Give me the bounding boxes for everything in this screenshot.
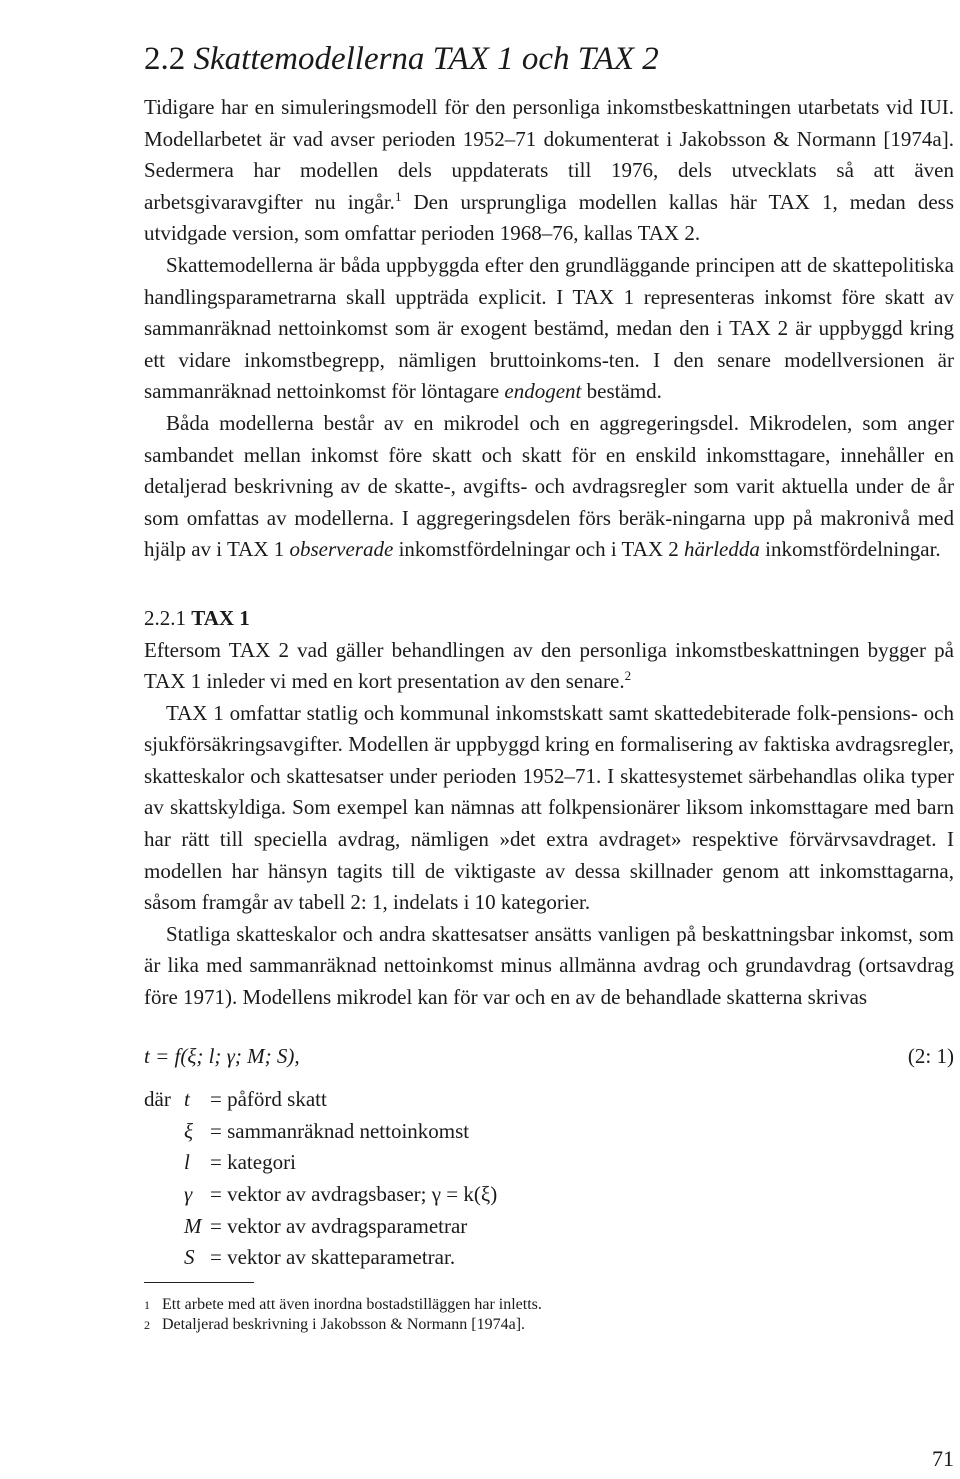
footnote-1 [144,1295,954,1315]
subsection-number: 2.2.1 [144,605,186,630]
definition-symbol: t [184,1087,190,1112]
paragraph-5: TAX 1 omfattar statlig och kommunal inkomstskatt samt skattedebiterade folk-pensions- och sjukförsäkringsavgifter. Modellen är uppbyggd kring en formalisering av faktiska avdragsregler, skatteskalor och skattesatser under perioden 1952–71. I skattesystemet särbehandlas olika typer av skattskyldiga. Som exempel kan nämnas att folkpensionärer liksom inkomsttagare med barn har rätt till speciella avdrag, nämligen »det extra avdraget» respektive förvärvsavdraget. I modellen har hänsyn tagits till de viktigaste av dessa skillnader genom att inkomsttagarna, såsom framgår av tabell 2: 1, indelats i 10 kategorier. [144,700,954,915]
paragraph-text: Skattemodellerna är båda uppbyggda efter den grundläggande principen att de skattepolitiska handlingsparametrarna skall uppträda explicit. I TAX 1 representeras inkomst före skatt av sammanräknad nettoinkomst som är exogent bestämd, medan den i TAX 2 är uppbyggd kring ett vidare inkomstbegrepp, nämligen bruttoinkoms-ten. I den senare modellversionen är sammanräknad nettoinkomst för löntagare [144,252,954,404]
definition-row [144,1084,954,1116]
footnote-divider [144,1282,254,1283]
emphasis: endogent [504,379,582,404]
paragraph-text: Eftersom TAX 2 vad gäller behandlingen av den personliga inkomstbeskattningen bygger på TAX 1 inleder vi med en kort presentation av den senare. [144,637,954,694]
definition-text: = kategori [210,1150,296,1175]
equation [144,1041,954,1073]
definition-symbol: M [184,1213,202,1238]
definition-text: = sammanräknad nettoinkomst [210,1118,470,1143]
definition-row [144,1179,954,1211]
paragraph-text: bestämd. [581,379,662,404]
paragraph-text: Båda modellerna består av en mikrodel och en aggregeringsdel. Mikrodelen, som anger sambandet mellan inkomst före skatt och skatt för en enskild inkomsttagare, innehåller en detaljerad beskrivning av de skatte-, avgifts- och avdragsregler som varit aktuella under de år som omfattas av modellerna. I aggregeringsdelen förs beräk-ningarna upp på makronivå med hjälp av i TAX 1 [144,410,954,562]
page-number: 71 [932,1446,954,1471]
definition-text: = påförd skatt [210,1087,327,1112]
paragraph-text: inkomstfördelningar och i TAX 2 [393,537,685,562]
paragraph-4 [144,635,954,698]
section-number: 2.2 [144,41,186,77]
emphasis: observerade [289,537,394,562]
definition-row [144,1211,954,1243]
definition-symbol: S [184,1245,195,1270]
footnote-text: Detaljerad beskrivning i Jakobsson & Normann [1974a]. [162,1315,526,1333]
footnote-text: Ett arbete med att även inordna bostadstilläggen har inletts. [162,1295,542,1313]
definition-row [144,1242,954,1274]
paragraph-text: Tidigare har en simuleringsmodell för den personliga inkomstbeskattningen utarbetats vid IUI. Modellarbetet är vad avser perioden 1952–71 dokumenterat i Jakobsson & Normann [1974a]. Sedermera har modellen dels uppdaterats till 1976, dels utvecklats så att även arbetsgivaravgifter nu ingår. [144,95,954,214]
paragraph-text: inkomstfördelningar. [759,537,941,562]
paragraph-text: Den ursprungliga modellen kallas här TAX 1, medan dess utvidgade version, som omfattar perioden 1968–76, kallas TAX 2. [144,189,954,246]
definition-text: = vektor av avdragsparametrar [210,1213,468,1238]
body-text [144,92,954,1335]
footnote-ref-1[interactable]: 1 [394,188,402,204]
subsection-title: TAX 1 [191,605,250,630]
emphasis: härledda [684,537,760,562]
definition-list [144,1084,954,1274]
equation-expression: t = f(ξ; l; γ; M; S), [144,1043,300,1068]
paragraph-2 [144,250,954,408]
definition-text: = vektor av avdragsbaser; γ = k(ξ) [210,1182,498,1206]
paragraph-3 [144,408,954,566]
definition-symbol: ξ [184,1118,193,1143]
where-lead: där [144,1087,171,1112]
definition-row [144,1147,954,1179]
definition-symbol: l [184,1150,190,1175]
equation-label: (2: 1) [907,1043,954,1068]
footnote-2 [144,1315,954,1335]
paragraph-1 [144,92,954,250]
definition-row [144,1116,954,1148]
footnote-mark: 1 [144,1297,150,1312]
footnote-mark: 2 [144,1317,150,1332]
section-heading [144,40,659,80]
definition-text: = vektor av skatteparametrar. [210,1245,456,1270]
footnotes [144,1295,954,1335]
definition-symbol: γ [184,1182,193,1206]
subsection-heading [144,603,954,635]
section-title: Skattemodellerna TAX 1 och TAX 2 [193,41,659,77]
paragraph-6: Statliga skatteskalor och andra skattesatser ansätts vanligen på beskattningsbar inkomst, som är lika med sammanräknad nettoinkomst minus allmänna avdrag och grundavdrag (ortsavdrag före 1971). Modellens mikrodel kan för var och en av de behandlade skatterna skrivas [144,921,954,1010]
footnote-ref-2[interactable]: 2 [624,668,632,684]
